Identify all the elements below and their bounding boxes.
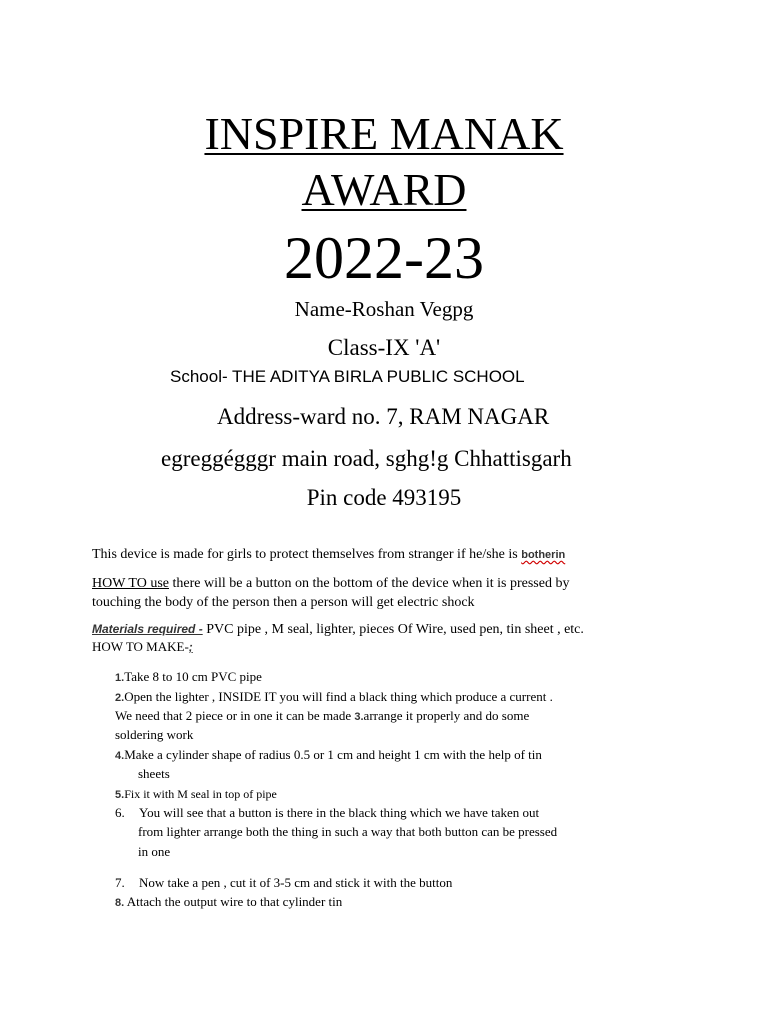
step-7: 7. Now take a pen , cut it of 3-5 cm and stick it with the button xyxy=(115,875,453,890)
address-line-2: egreggégggr main road, sghg!g Chhattisgarh xyxy=(161,446,572,471)
step-4-line2: sheets xyxy=(138,766,170,781)
howto-use-line1 xyxy=(92,574,569,593)
award-year: 2022-23 xyxy=(284,225,484,291)
document-title-line1: INSPIRE MANAK xyxy=(204,108,564,159)
step-8: 8. Attach the output wire to that cylinder tin xyxy=(115,894,343,909)
materials-line xyxy=(92,620,584,639)
materials-text: PVC pipe , M seal, lighter, pieces Of Wire, used pen, tin sheet , etc. xyxy=(202,622,584,637)
howto-use-label: HOW TO use xyxy=(92,576,169,591)
pin-code: Pin code 493195 xyxy=(306,485,462,510)
howto-make-heading: HOW TO MAKE-; xyxy=(92,639,193,654)
step-3-text: arrange it properly and do some xyxy=(363,708,530,723)
student-class: Class-IX 'A' xyxy=(327,335,441,360)
step-6-line1: 6. You will see that a button is there in the black thing which we have taken out xyxy=(115,805,540,820)
intro-text: This device is made for girls to protect themselves from stranger if he/she is xyxy=(92,547,518,562)
step-2-line3: soldering work xyxy=(115,727,194,742)
step-1: 1.Take 8 to 10 cm PVC pipe xyxy=(115,669,262,684)
step-5: 5.Fix it with M seal in top of pipe xyxy=(115,787,277,801)
step-6-line3: in one xyxy=(138,844,171,859)
step-2-line1: 2.Open the lighter , INSIDE IT you will find a black thing which produce a current . xyxy=(115,689,553,704)
address-line-1: Address-ward no. 7, RAM NAGAR xyxy=(217,404,550,429)
intro-paragraph xyxy=(92,545,565,565)
document-title-line2: AWARD xyxy=(301,164,467,215)
school-name: School- THE ADITYA BIRLA PUBLIC SCHOOL xyxy=(170,367,525,386)
materials-label: Materials required - xyxy=(92,622,203,636)
student-name: Name-Roshan Vegpg xyxy=(294,297,474,321)
misspelled-word: botherin xyxy=(521,549,566,561)
step-4-line1: 4.Make a cylinder shape of radius 0.5 or 1 cm and height 1 cm with the help of tin xyxy=(115,747,542,762)
howto-use-line2: touching the body of the person then a person will get electric shock xyxy=(92,595,475,610)
step-6-line2: from lighter arrange both the thing in such a way that both button can be pressed xyxy=(138,824,558,839)
step-3-number: 3. xyxy=(354,711,364,723)
howto-use-text: there will be a button on the bottom of the device when it is pressed by xyxy=(169,576,570,591)
step-2-line2: We need that 2 piece or in one it can be made 3.arrange it properly and do some xyxy=(115,708,530,723)
